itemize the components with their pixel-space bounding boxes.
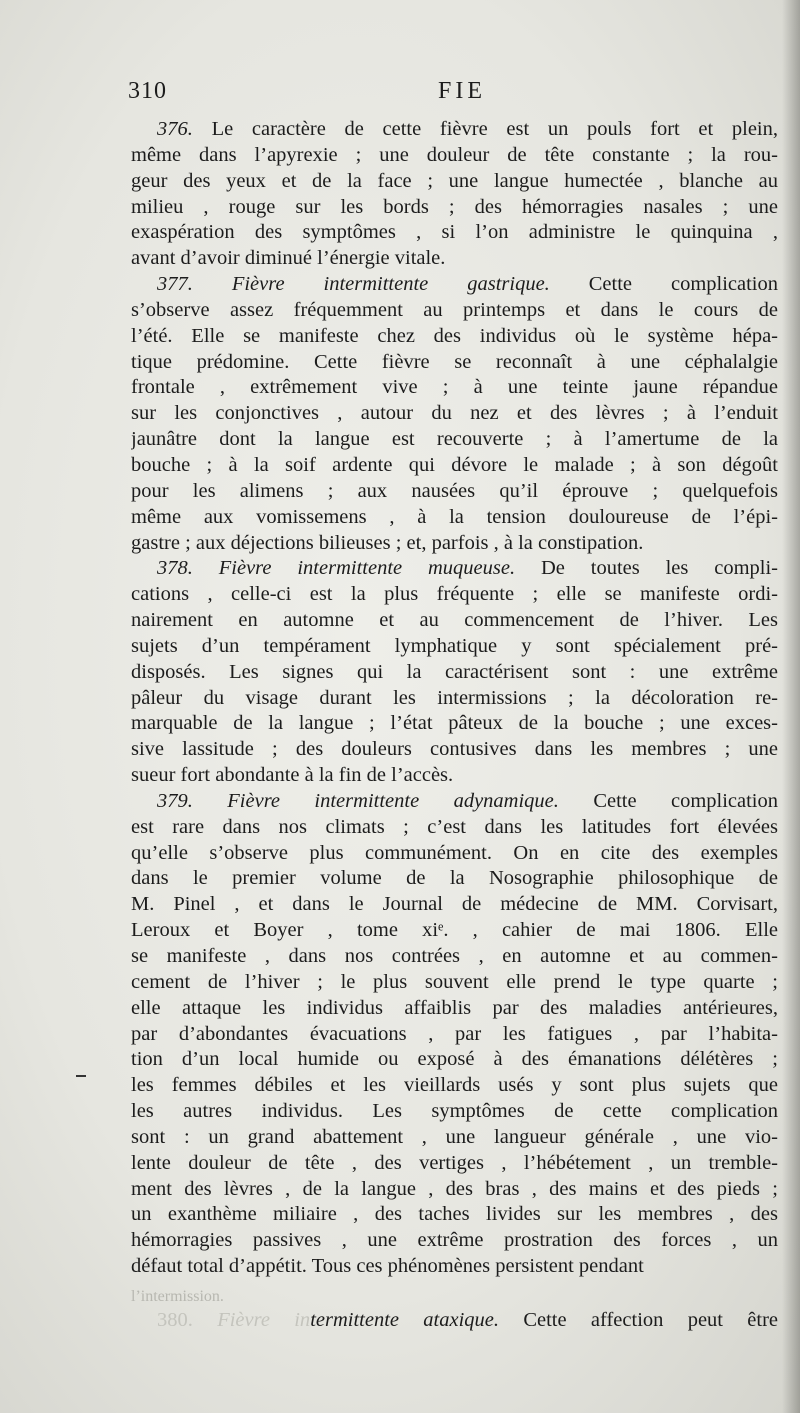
line-text: hémorragies passives , une extrême prostration des forces , un [131, 1229, 778, 1252]
line-text: jaunâtre dont la langue est recouverte ; à l’amertume de la [131, 428, 778, 451]
text-line [131, 1073, 778, 1099]
line-text: exaspération des symptômes , si l’on administre le quinquina , [131, 221, 778, 244]
line-text: tique prédomine. Cette fièvre se reconnaît à une céphalalgie [131, 350, 778, 373]
paragraph-title: Fièvre intermittente adynamique. [227, 789, 559, 812]
text-line [131, 815, 778, 841]
text-line [131, 1022, 778, 1048]
paragraph-p377 [131, 272, 778, 556]
line-text: s’observe assez fréquemment au printemps et dans le cours de [131, 298, 778, 321]
paragraph-title: Fièvre intermittente gastrique. [231, 273, 550, 296]
next-title: termittente ataxique. [310, 1309, 500, 1331]
paragraph-p376 [131, 117, 778, 272]
line-text: frontale , extrêmement vive ; à une teinte jaune répandue [131, 376, 778, 399]
text-line [131, 401, 778, 427]
line-text: cement de l’hiver ; le plus souvent elle prend le type quarte ; [131, 970, 778, 993]
line-text: qu’elle s’observe plus communément. On en cite des exemples [131, 841, 778, 864]
text-line [131, 246, 778, 272]
text-line [131, 608, 778, 634]
line-text: par d’abondantes évacuations , par les fatigues , par l’habita- [131, 1022, 778, 1045]
line-text: sont : un grand abattement , une langueur générale , une vio- [131, 1125, 778, 1148]
next-title-faint: Fièvre in [217, 1309, 311, 1331]
text-line [131, 1254, 778, 1280]
text-line [131, 479, 778, 505]
paragraph-number: 377. [157, 273, 193, 296]
text-line [131, 350, 778, 376]
text-line [131, 763, 778, 789]
text-line [131, 789, 778, 815]
next-paragraph-line [131, 1306, 778, 1334]
line-text: l’été. Elle se manifeste chez des individus où le système hépa- [131, 324, 778, 347]
paragraph-number: 379. [157, 789, 193, 812]
margin-mark [76, 1075, 86, 1077]
line-text: Cette complication [593, 789, 778, 812]
line-text: sur les conjonctives , autour du nez et des lèvres ; à l’enduit [131, 402, 778, 425]
line-text: marquable de la langue ; l’état pâteux de la bouche ; une exces- [131, 712, 778, 735]
line-text: lente douleur de tête , des vertiges , l’hébétement , un tremble- [131, 1151, 778, 1174]
line-text: sive lassitude ; des douleurs contusives dans les membres ; une [131, 738, 778, 761]
next-paragraph-text: Cette affection peut être [523, 1309, 779, 1331]
text-line [131, 866, 778, 892]
text-line [131, 1177, 778, 1203]
text-line [131, 556, 778, 582]
line-text: disposés. Les signes qui la caractérisent sont : une extrême [131, 660, 778, 683]
text-line [131, 660, 778, 686]
text-line [131, 918, 778, 944]
text-line [131, 944, 778, 970]
line-text: ment des lèvres , de la langue , des bras , des mains et des pieds ; [131, 1177, 778, 1200]
line-text: est rare dans nos climats ; c’est dans les latitudes fort élevées [131, 815, 778, 838]
line-text: sueur fort abondante à la fin de l’accès. [131, 764, 454, 787]
text-line [131, 841, 778, 867]
line-text: gastre ; aux déjections bilieuses ; et, parfois , à la constipation. [131, 531, 644, 554]
text-line [131, 324, 778, 350]
line-text: nairement en automne et au commencement de l’hiver. Les [131, 609, 778, 632]
line-text: bouche ; à la soif ardente qui dévore le malade ; à son dégoût [131, 453, 778, 476]
text-line [131, 1228, 778, 1254]
text-line [131, 996, 778, 1022]
line-text: même aux vomissemens , à la tension douloureuse de l’épi- [131, 505, 778, 528]
text-line [131, 892, 778, 918]
text-line [131, 272, 778, 298]
page-header [128, 78, 778, 114]
text-line [131, 453, 778, 479]
line-text: même dans l’apyrexie ; une douleur de tête constante ; la rou- [131, 143, 778, 166]
paragraph-number: 378. [157, 557, 193, 580]
line-text: tion d’un local humide ou exposé à des émanations délétères ; [131, 1048, 778, 1071]
text-line [131, 686, 778, 712]
next-paragraph-number: 380. [157, 1309, 193, 1331]
running-head: FIE [438, 78, 486, 104]
paragraph-p379 [131, 789, 778, 1280]
page-edge-shadow [782, 0, 800, 1413]
line-text: Le caractère de cette fièvre est un pouls fort et plein, [211, 118, 778, 140]
text-line [131, 143, 778, 169]
text-line [131, 711, 778, 737]
text-line [131, 195, 778, 221]
line-text: sujets d’un tempérament lymphatique y sont spécialement pré- [131, 634, 778, 657]
line-text: elle attaque les individus affaiblis par des maladies antérieures, [131, 996, 778, 1019]
text-line [131, 634, 778, 660]
text-line [131, 970, 778, 996]
text-line [131, 375, 778, 401]
text-line [131, 117, 778, 143]
line-text: cations , celle-ci est la plus fréquente ; elle se manifeste ordi- [131, 583, 778, 606]
text-line [131, 1202, 778, 1228]
line-text: pâleur du visage durant les intermissions ; la décoloration re- [131, 686, 778, 709]
line-text: De toutes les compli- [540, 557, 778, 580]
text-line [131, 220, 778, 246]
paragraph-title: Fièvre intermittente muqueuse. [218, 557, 516, 580]
line-text: M. Pinel , et dans le Journal de médecine de MM. Corvisart, [131, 893, 778, 916]
text-line [131, 582, 778, 608]
line-text: les autres individus. Les symptômes de cette complication [131, 1100, 778, 1123]
text-line [131, 1151, 778, 1177]
line-text: un exanthème miliaire , des taches livides sur les membres , des [131, 1203, 778, 1226]
text-line [131, 505, 778, 531]
line-text: avant d’avoir diminué l’énergie vitale. [131, 247, 446, 270]
line-text: défaut total d’appétit. Tous ces phénomènes persistent pendant [131, 1255, 644, 1278]
text-line [131, 427, 778, 453]
page-number: 310 [128, 78, 167, 104]
line-text: dans le premier volume de la Nosographie philosophique de [131, 867, 778, 890]
line-text: se manifeste , dans nos contrées , en automne et au commen- [131, 945, 778, 967]
paragraph-p378 [131, 556, 778, 789]
text-line [131, 1047, 778, 1073]
paragraph-number: 376. [157, 118, 193, 140]
text-line [131, 531, 778, 557]
text-line [131, 1099, 778, 1125]
line-text: Leroux et Boyer , tome xiᵉ. , cahier de mai 1806. Elle [131, 919, 778, 942]
body-text [131, 117, 778, 1280]
line-text: les femmes débiles et les vieillards usés y sont plus sujets que [131, 1074, 778, 1097]
text-line [131, 737, 778, 763]
line-text: pour les alimens ; aux nausées qu’il éprouve ; quelquefois [131, 479, 778, 502]
faded-footer-line: l’intermission. [131, 1288, 224, 1305]
line-text: geur des yeux et de la face ; une langue humectée , blanche au [131, 169, 778, 192]
text-line [131, 169, 778, 195]
line-text: milieu , rouge sur les bords ; des hémorragies nasales ; une [131, 195, 778, 218]
text-line [131, 1125, 778, 1151]
text-line [131, 298, 778, 324]
line-text: Cette complication [588, 273, 778, 296]
